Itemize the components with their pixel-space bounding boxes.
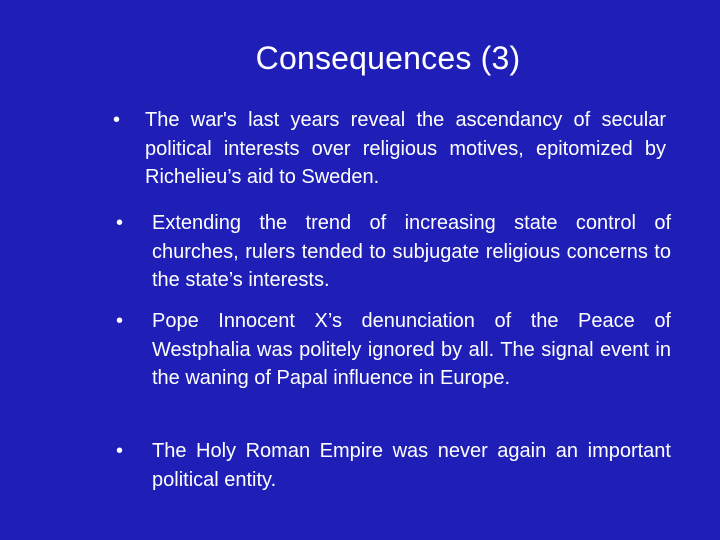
bullet-text: Pope Innocent X’s denunciation of the Peace of Westphalia was politely ignored by all. The signal event in the waning of Papal influence in Europe. [152, 310, 671, 389]
bullet-marker: • [116, 310, 124, 332]
bullet-marker: • [113, 109, 121, 131]
slide-title: Consequences (3) [255, 40, 521, 76]
bullet-item [116, 437, 671, 494]
bullet-text: Extending the trend of increasing state control of churches, rulers tended to subjugate religious concerns to the state’s interests. [152, 212, 671, 291]
bullet-marker: • [116, 440, 124, 462]
bullet-text: The war's last years reveal the ascendancy of secular political interests over religious motives, epitomized by Richelieu’s aid to Sweden. [145, 109, 666, 188]
bullet-marker: • [116, 212, 124, 234]
bullet-item [116, 307, 671, 393]
bullet-item [116, 209, 671, 295]
bullet-item [113, 106, 666, 192]
bullet-text: The Holy Roman Empire was never again an important political entity. [152, 440, 671, 491]
